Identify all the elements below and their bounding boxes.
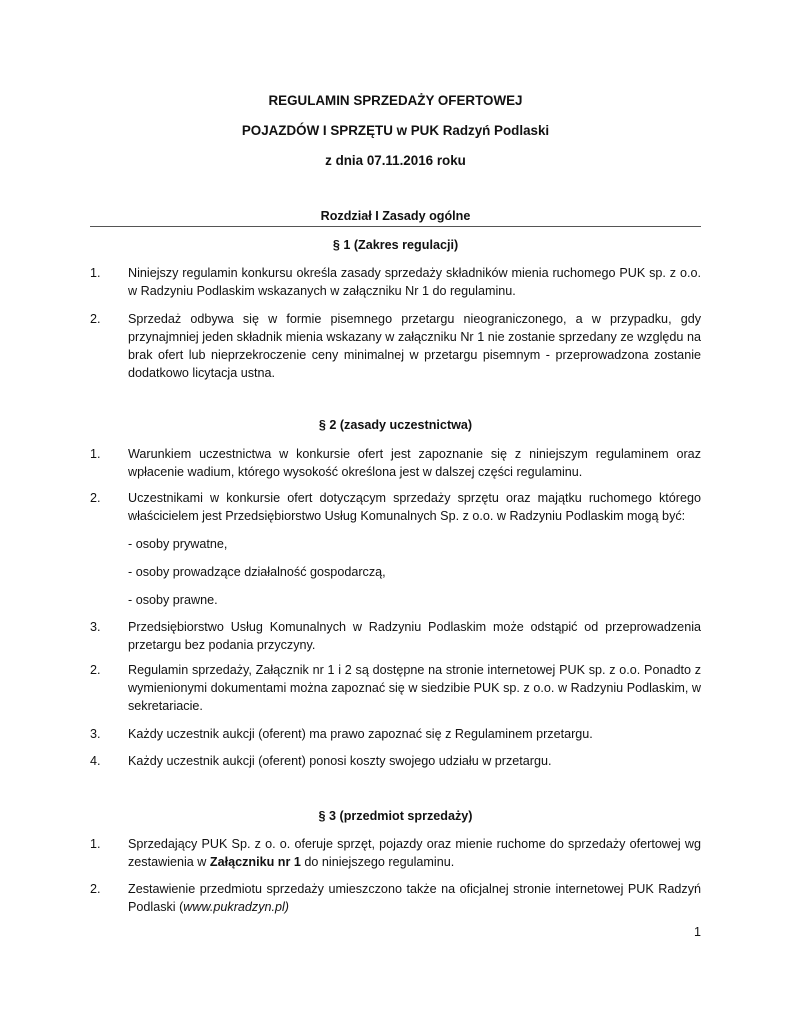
item-text-part: Zestawienie przedmiotu sprzedaży umieszczono także na oficjalnej stronie internetowej PUK Radzyń Podlaski (	[128, 882, 701, 914]
participant-type: - osoby prawne.	[128, 593, 218, 607]
item-text-part: do niniejszego regulaminu.	[300, 855, 455, 869]
section-3-item	[90, 835, 701, 871]
section-1-item	[90, 310, 701, 382]
item-number: 2.	[90, 663, 101, 677]
section-2-item	[90, 618, 701, 654]
participant-type: - osoby prywatne,	[128, 537, 228, 551]
page-number: 1	[693, 925, 701, 939]
item-text: Każdy uczestnik aukcji (oferent) ma prawo zapoznać się z Regulaminem przetargu.	[128, 727, 593, 741]
section-2-item	[90, 445, 701, 481]
item-text: Warunkiem uczestnictwa w konkursie ofert jest zapoznanie się z niniejszym regulaminem oraz wpłacenie wadium, którego wysokość określona jest w dalszej części regulaminu.	[128, 447, 701, 479]
item-text: Uczestnikami w konkursie ofert dotyczącym sprzedaży sprzętu oraz majątku ruchomego którego właścicielem jest Przedsiębiorstwo Usług Komunalnych Sp. z o.o. w Radzyniu Podlaskim mogą być:	[128, 491, 701, 523]
section-2-heading: § 2 (zasady uczestnictwa)	[318, 418, 473, 432]
section-2-item	[90, 752, 701, 770]
item-number: 4.	[90, 754, 101, 768]
item-text-part: Sprzedający PUK Sp. z o. o. oferuje sprzęt, pojazdy oraz mienie ruchome do sprzedaży ofertowej wg zestawienia w	[128, 837, 701, 869]
item-number: 2.	[90, 312, 101, 326]
item-text: Przedsiębiorstwo Usług Komunalnych w Radzyniu Podlaskim może odstąpić od przeprowadzenia przetargu bez podania przyczyny.	[128, 620, 701, 652]
item-number: 1.	[90, 266, 101, 280]
participant-type: - osoby prowadzące działalność gospodarczą,	[128, 565, 386, 579]
attachment-reference: Załączniku nr 1	[209, 855, 301, 869]
item-text	[128, 835, 701, 871]
website-link[interactable]: www.pukradzyn.pl)	[183, 900, 289, 914]
section-3-heading: § 3 (przedmiot sprzedaży)	[318, 809, 473, 823]
section-2-item	[90, 725, 701, 743]
item-number: 2.	[90, 491, 101, 505]
title-line-3: z dnia 07.11.2016 roku	[325, 153, 466, 168]
chapter-heading: Rozdział I Zasady ogólne	[320, 209, 471, 223]
section-2-item	[90, 489, 701, 525]
section-1-item	[90, 264, 701, 300]
section-2-item	[90, 661, 701, 715]
item-number: 2.	[90, 882, 101, 896]
title-line-1: REGULAMIN SPRZEDAŻY OFERTOWEJ	[268, 93, 523, 108]
chapter-divider	[90, 226, 701, 227]
item-number: 1.	[90, 447, 101, 461]
item-text	[128, 880, 701, 916]
item-text: Niniejszy regulamin konkursu określa zasady sprzedaży składników mienia ruchomego PUK sp. z o.o. w Radzyniu Podlaskim wskazanych w załączniku Nr 1 do regulaminu.	[128, 266, 701, 298]
title-line-2: POJAZDÓW I SPRZĘTU w PUK Radzyń Podlaski	[241, 123, 550, 138]
item-number: 3.	[90, 727, 101, 741]
item-number: 1.	[90, 837, 101, 851]
section-1-heading: § 1 (Zakres regulacji)	[332, 238, 459, 252]
item-text: Każdy uczestnik aukcji (oferent) ponosi koszty swojego udziału w przetargu.	[128, 754, 552, 768]
item-text: Regulamin sprzedaży, Załącznik nr 1 i 2 są dostępne na stronie internetowej PUK sp. z o.o. Ponadto z wymienionymi dokumentami można zapoznać się w siedzibie PUK sp. z o.o. w Radzyniu Podlaskim, w sekretariacie.	[128, 663, 701, 713]
section-3-item	[90, 880, 701, 916]
item-number: 3.	[90, 620, 101, 634]
item-text: Sprzedaż odbywa się w formie pisemnego przetargu nieograniczonego, a w przypadku, gdy przynajmniej jeden składnik mienia wskazany w załączniku Nr 1 nie zostanie sprzedany ze względu na brak ofert lub nieprzekroczenie ceny minimalnej w przetargu pisemnym - przeprowadzona zostanie dodatkowo licytacja ustna.	[128, 312, 701, 380]
